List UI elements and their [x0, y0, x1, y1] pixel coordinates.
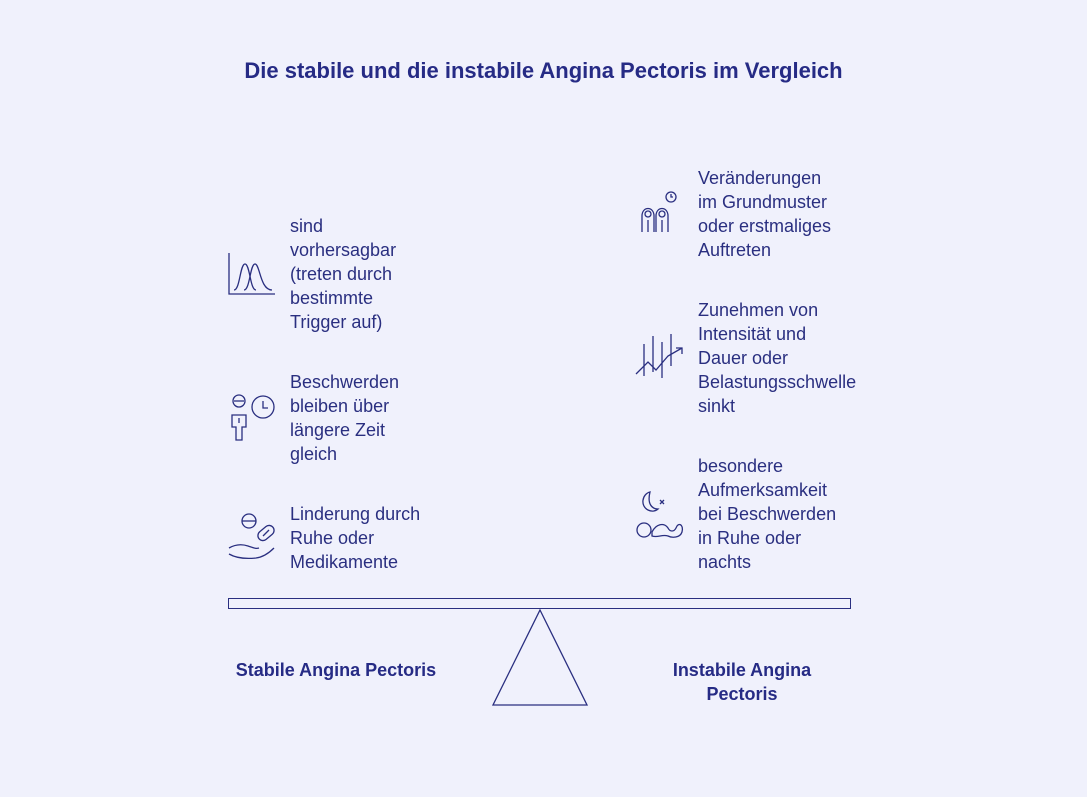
- right-item-3-text: besondere Aufmerksamkeit bei Beschwerden in Ruhe oder nachts: [698, 456, 837, 572]
- left-item-2-text: Beschwerden bleiben über längere Zeit gleich: [290, 372, 400, 464]
- left-item-1-text: sind vorhersagbar (treten durch bestimmte Trigger auf): [290, 216, 397, 332]
- person-clock-icon: [226, 393, 278, 443]
- hand-pills-icon: [226, 512, 278, 562]
- unstable-angina-label: Instabile Angina Pectoris: [672, 660, 812, 704]
- left-item-3-text: Linderung durch Ruhe oder Medikamente: [290, 504, 421, 572]
- sleeping-moon-icon: [634, 488, 686, 542]
- right-item-1-text: Veränderungen im Grundmuster oder erstmaliges Auftreten: [698, 168, 832, 260]
- bell-curve-chart-icon: [226, 250, 278, 298]
- right-item-2-text: Zunehmen von Intensität und Dauer oder Belastungsschwelle sinkt: [698, 300, 857, 416]
- page-title: Die stabile und die instabile Angina Pectoris im Vergleich: [244, 58, 843, 83]
- stable-angina-label: Stabile Angina Pectoris: [235, 660, 437, 680]
- seesaw-fulcrum: [490, 608, 590, 713]
- people-clock-icon: [636, 190, 680, 238]
- rising-trend-icon: [634, 332, 686, 384]
